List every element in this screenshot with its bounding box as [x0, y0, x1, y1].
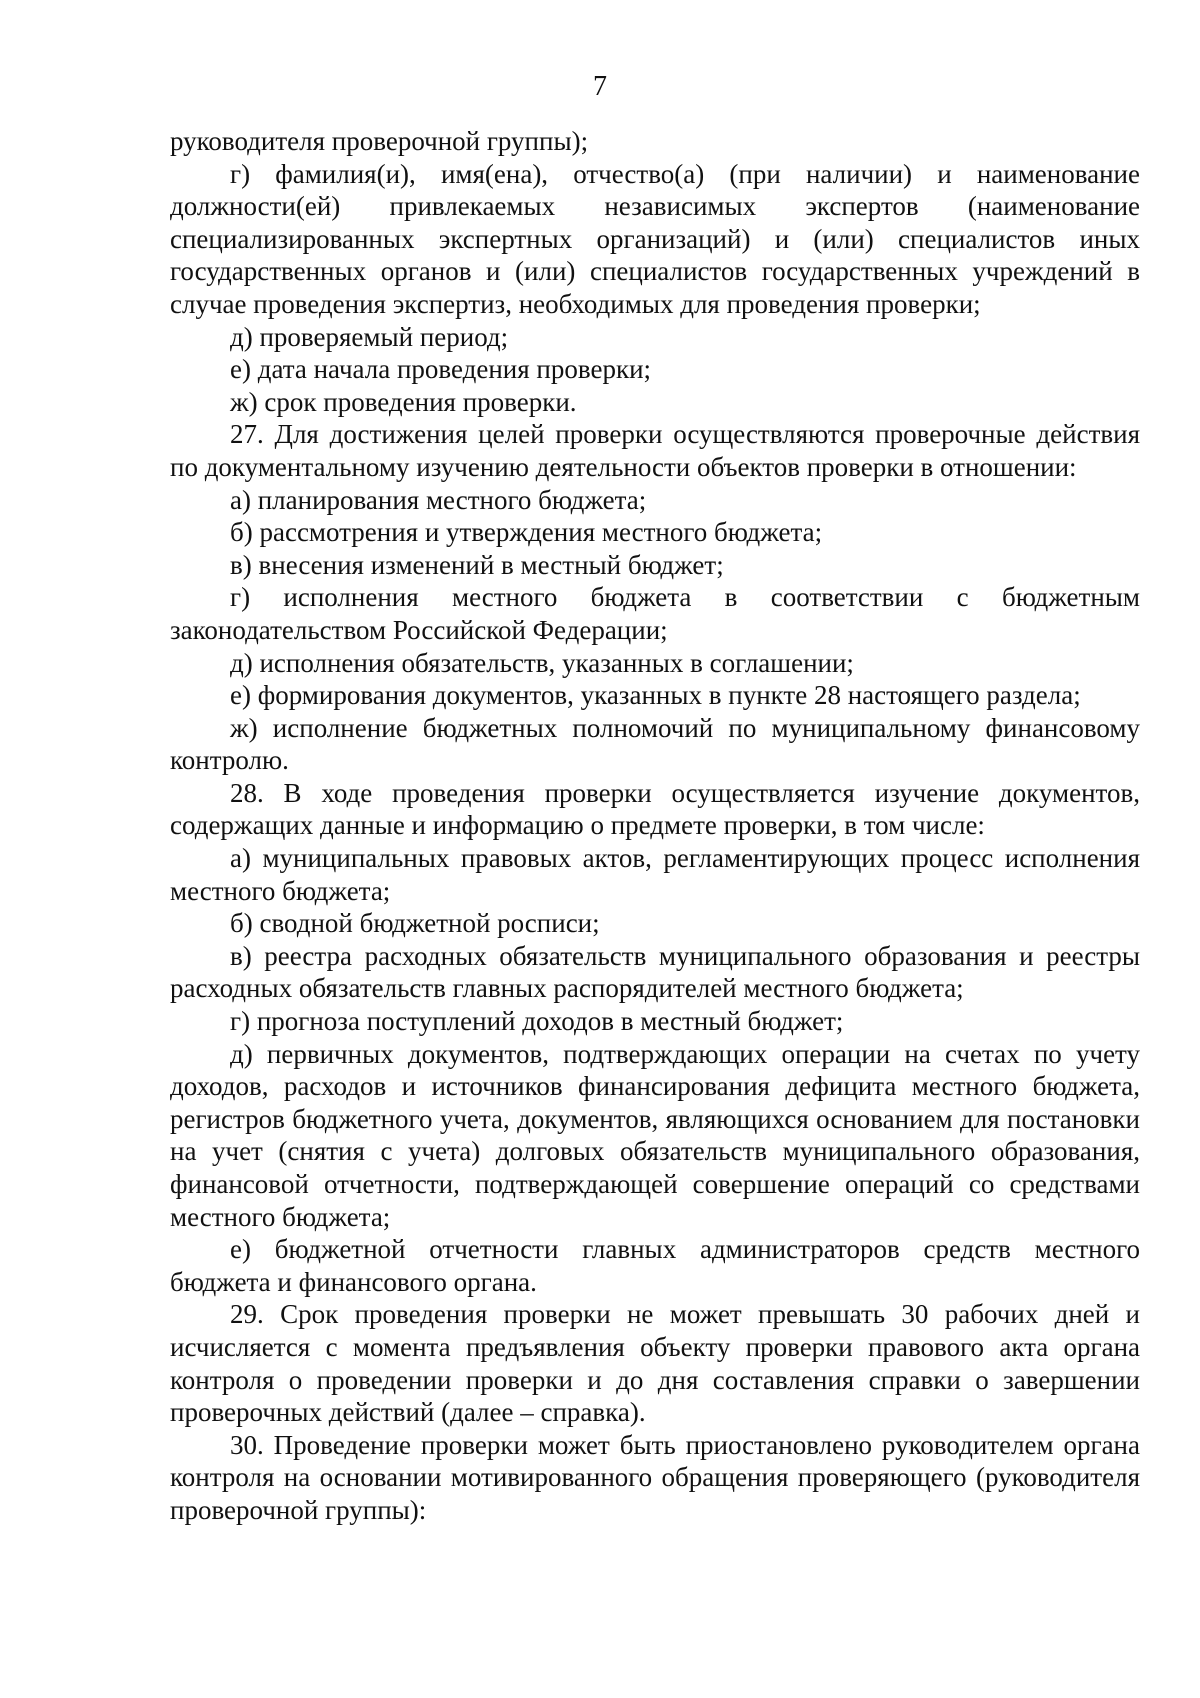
paragraph: б) сводной бюджетной росписи; — [230, 908, 600, 939]
paragraph: г) исполнения местного бюджета в соответствии с бюджетным законодательством Российской Федерации; — [170, 582, 1140, 645]
paragraph: руководителя проверочной группы); — [170, 126, 589, 156]
paragraph: г) фамилия(и), имя(ена), отчество(а) (при наличии) и наименование должности(ей) привлекаемых независимых экспертов (наименование специализированных экспертных организаций) и (или) специалистов иных государственных органов и (или) специалистов государственных учреждений в случае проведения экспертиз, необходимых для проведения проверки; — [170, 158, 1140, 319]
paragraph: е) бюджетной отчетности главных администраторов средств местного бюджета и финансового органа. — [170, 1234, 1140, 1297]
paragraph: д) первичных документов, подтверждающих операции на счетах по учету доходов, расходов и источников финансирования дефицита местного бюджета, регистров бюджетного учета, документов, являющихся основанием для постановки на учет (снятия с учета) долговых обязательств муниципального образования, финансовой отчетности, подтверждающей совершение операций со средствами местного бюджета; — [170, 1038, 1140, 1232]
paragraph: а) муниципальных правовых актов, регламентирующих процесс исполнения местного бюджета; — [170, 843, 1140, 906]
paragraph: 28. В ходе проведения проверки осуществляется изучение документов, содержащих данные и информацию о предмете проверки, в том числе: — [170, 777, 1140, 841]
paragraph: 29. Срок проведения проверки не может превышать 30 рабочих дней и исчисляется с момента предъявления объекту проверки правового акта органа контроля о проведении проверки и до дня составления справки о завершении проверочных действий (далее – справка). — [170, 1299, 1140, 1428]
paragraph: е) дата начала проведения проверки; — [230, 354, 652, 385]
paragraph: д) исполнения обязательств, указанных в соглашении; — [230, 647, 854, 678]
page-number: 7 — [593, 71, 607, 102]
paragraph: в) реестра расходных обязательств муниципального образования и реестры расходных обязательств главных распорядителей местного бюджета; — [170, 940, 1140, 1004]
paragraph: 27. Для достижения целей проверки осуществляются проверочные действия по документальному изучению деятельности объектов проверки в отношении: — [170, 419, 1140, 482]
paragraph: г) прогноза поступлений доходов в местный бюджет; — [230, 1006, 844, 1037]
paragraph: ж) исполнение бюджетных полномочий по муниципальному финансовому контролю. — [170, 712, 1140, 776]
paragraph: в) внесения изменений в местный бюджет; — [230, 549, 724, 580]
paragraph: 30. Проведение проверки может быть приостановлено руководителем органа контроля на основании мотивированного обращения проверяющего (руководителя проверочной группы): — [170, 1429, 1140, 1525]
paragraph: д) проверяемый период; — [230, 321, 509, 352]
paragraph: а) планирования местного бюджета; — [230, 484, 647, 515]
paragraph: б) рассмотрения и утверждения местного бюджета; — [230, 517, 823, 548]
document-body — [170, 125, 1140, 1527]
paragraph: е) формирования документов, указанных в пункте 28 настоящего раздела; — [230, 680, 1081, 711]
paragraph: ж) срок проведения проверки. — [230, 386, 577, 417]
